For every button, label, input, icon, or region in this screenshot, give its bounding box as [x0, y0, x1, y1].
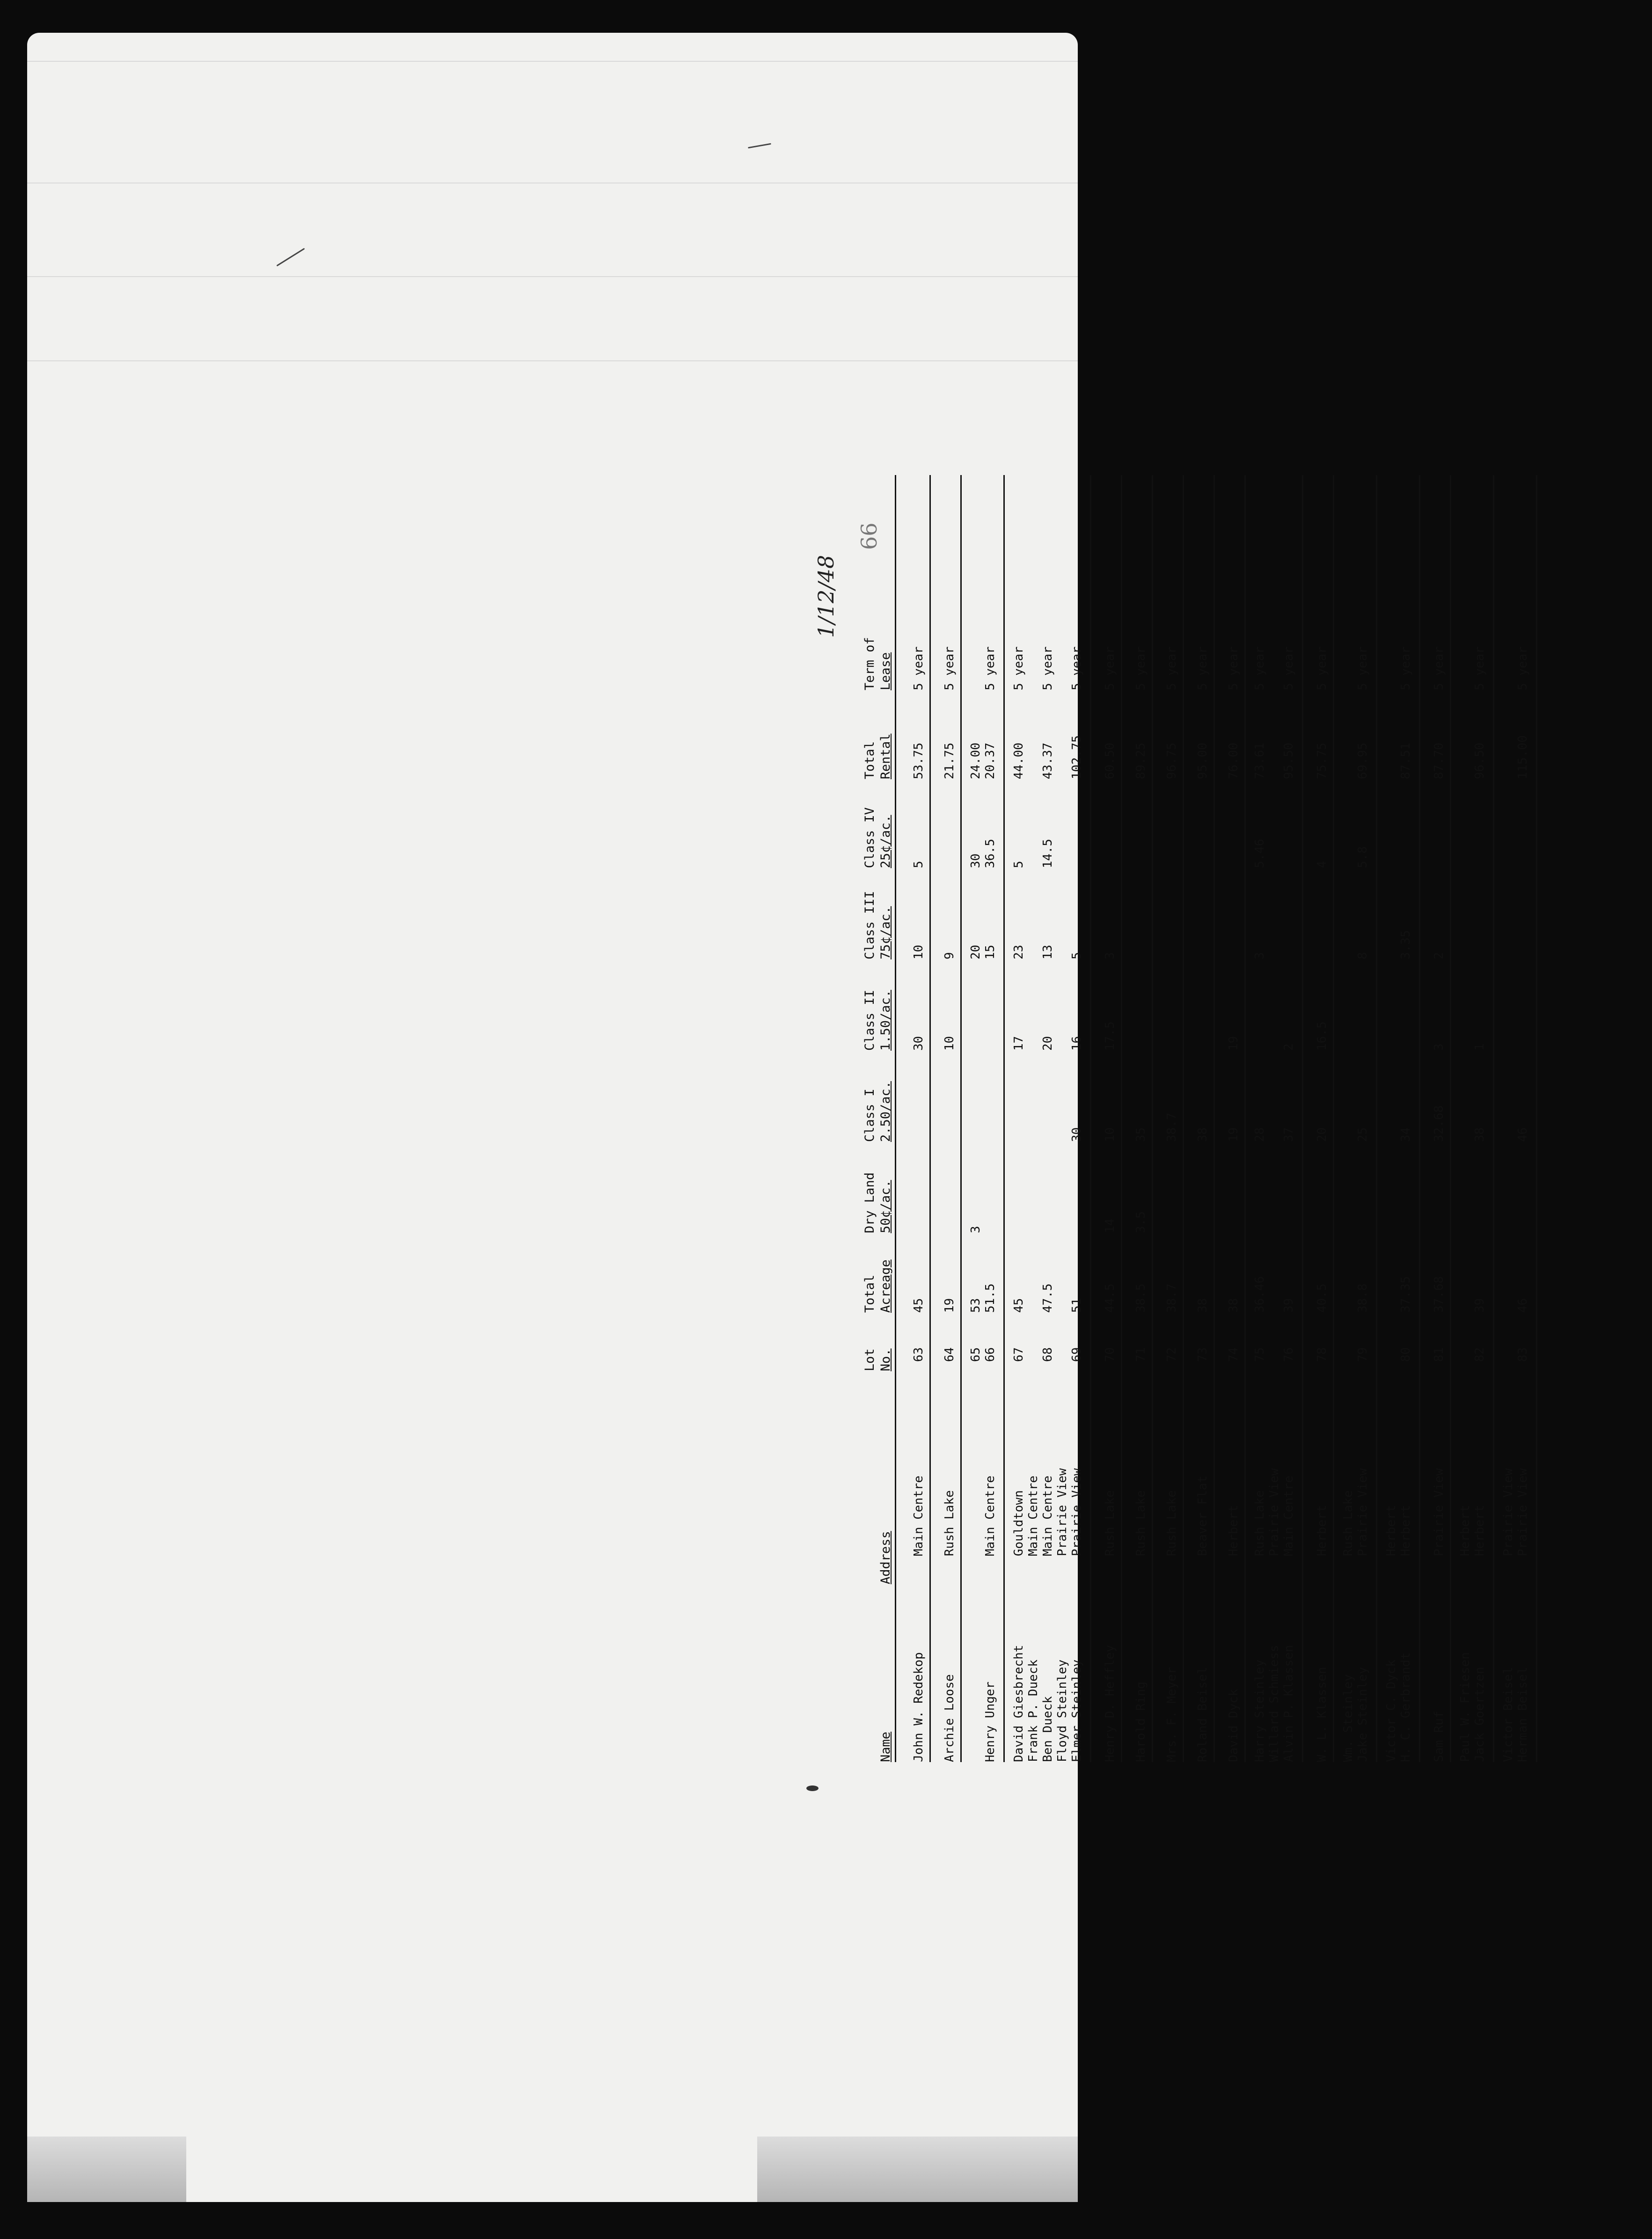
- cell-acreage: 19: [943, 1298, 957, 1313]
- header-text: 2.50/ac.: [878, 1081, 893, 1142]
- cell-term: 5 year: [912, 646, 926, 690]
- row-rule: [929, 475, 931, 1762]
- cell-dry: 14: [1103, 1218, 1117, 1233]
- scratch-mark: [277, 248, 305, 267]
- cell-lot: 63: [912, 1347, 926, 1362]
- cell-c3: 2: [1432, 952, 1446, 959]
- cell-lot: 82: [1473, 1347, 1487, 1362]
- cell-c4: 5.46: [1253, 839, 1267, 868]
- cell-c1: 38.7: [1165, 1112, 1179, 1142]
- cell-acreage: 40.5: [1315, 1283, 1329, 1313]
- cell-name: David Giesbrecht: [1012, 1645, 1026, 1762]
- cell-dry: 3: [969, 1226, 983, 1233]
- cell-rental: 95.50: [1282, 742, 1296, 779]
- cell-c2: 1: [1473, 1043, 1487, 1051]
- cell-acreage: 36.46: [1253, 1276, 1267, 1313]
- cell-acreage: 37.35: [1399, 1276, 1413, 1313]
- cell-c3: 15: [983, 944, 997, 959]
- cell-name: Sam Ruf: [1432, 1711, 1446, 1762]
- cell-lot: 67: [1012, 1347, 1026, 1362]
- cell-address: Herbert: [1315, 1505, 1329, 1556]
- cell-rental: 20.37: [983, 742, 997, 779]
- header-rule: [895, 475, 896, 1762]
- cell-acreage: 53: [969, 1298, 983, 1313]
- header-text: Rental: [878, 733, 893, 779]
- cell-c3: 3: [1103, 952, 1117, 959]
- cell-acreage: 38.5: [1134, 1283, 1148, 1313]
- header-text: Address: [878, 1531, 893, 1584]
- cell-c1: 32.68: [1432, 1105, 1446, 1142]
- cell-acreage: 44.5: [1103, 1283, 1117, 1313]
- cell-c1: 20: [1315, 1127, 1329, 1142]
- cell-name: Jake Steinley: [1356, 1667, 1370, 1762]
- cell-lot: 68: [1041, 1347, 1055, 1362]
- cell-term: 5 year: [1282, 646, 1296, 690]
- cell-c1: 46: [1516, 1127, 1530, 1142]
- cell-lot: 79: [1356, 1347, 1370, 1362]
- row-rule: [1493, 475, 1494, 1762]
- cell-c2: 16.5: [1315, 1021, 1329, 1051]
- cell-c1: 19: [1227, 1127, 1241, 1142]
- cell-lot: 64: [943, 1347, 957, 1362]
- cell-c1: 38: [1473, 1127, 1487, 1142]
- cell-address: Prairie View: [1055, 1468, 1069, 1556]
- cell-address: Rush Lake: [1103, 1490, 1117, 1556]
- header-text: Lease: [878, 652, 893, 690]
- cell-rental: 24.00: [969, 742, 983, 779]
- cell-name: W. L. Klassen: [1315, 1667, 1329, 1762]
- cell-acreage: 38.8: [1356, 1283, 1370, 1313]
- header-text: 25¢/ac.: [878, 815, 893, 868]
- cell-lot: 70: [1103, 1347, 1117, 1362]
- cell-address: Beaver Flat: [1196, 1475, 1210, 1556]
- cell-address: Rush Lake: [943, 1490, 957, 1556]
- cell-c3: 13: [1041, 944, 1055, 959]
- cell-c1: 10: [1103, 1127, 1117, 1142]
- cell-term: 5 year: [1432, 646, 1446, 690]
- cell-acreage: 38: [1227, 1298, 1241, 1313]
- cell-c2: 17.5: [1103, 1021, 1117, 1051]
- cell-address: Main Centre: [983, 1475, 997, 1556]
- cell-c4: 36.5: [983, 839, 997, 868]
- cell-address: Herbert: [1399, 1505, 1413, 1556]
- cell-acreage: 39: [1473, 1298, 1487, 1313]
- cell-rental: 87.70: [1432, 742, 1446, 779]
- cell-rental: 115.00: [1516, 735, 1530, 779]
- cell-rental: 53.75: [912, 742, 926, 779]
- row-rule: [960, 475, 962, 1762]
- cell-address: Main Centre: [1026, 1475, 1040, 1556]
- cell-name: Herman Beisel: [1516, 1667, 1530, 1762]
- row-rule: [1302, 475, 1303, 1762]
- page-number: 66: [856, 522, 882, 550]
- header-text: 50¢/ac.: [878, 1180, 893, 1233]
- cell-rental: 96.50: [1473, 742, 1487, 779]
- cell-term: 5 year: [1070, 646, 1084, 690]
- cell-name: Archie Loose: [943, 1674, 957, 1762]
- cell-c2: 20: [1041, 1036, 1055, 1051]
- cell-rental: 75.75: [1315, 742, 1329, 779]
- cell-lot: 83: [1516, 1347, 1530, 1362]
- cell-c1: 30: [1070, 1127, 1084, 1142]
- cell-term: 5 year: [983, 646, 997, 690]
- cell-name: Mrs. F. Meyer: [1165, 1667, 1179, 1762]
- cell-name: Paul W. Friesen: [1458, 1652, 1472, 1762]
- cell-name: Jack Goertzen: [1473, 1667, 1487, 1762]
- cell-acreage: 37.68: [1432, 1276, 1446, 1313]
- cell-c2: 2: [1282, 1043, 1296, 1051]
- header-text: Total: [863, 741, 877, 779]
- cell-acreage: 38: [1196, 1298, 1210, 1313]
- cell-name: Harold Ring: [1134, 1681, 1148, 1762]
- cell-address: Herbert: [1227, 1505, 1241, 1556]
- row-rule: [1244, 475, 1246, 1762]
- cell-address: Rush Lake: [1165, 1490, 1179, 1556]
- cell-term: 5 year: [1516, 646, 1530, 690]
- cell-acreage: 38.7: [1165, 1283, 1179, 1313]
- cell-address: Prairie View: [1501, 1468, 1515, 1556]
- header-text: Name: [878, 1731, 893, 1762]
- scan-shadow: [27, 2137, 186, 2202]
- cell-term: 5 year: [1356, 646, 1370, 690]
- cell-name: Victor Beisel: [1501, 1667, 1515, 1762]
- cell-address: Rush Lake: [1134, 1490, 1148, 1556]
- cell-rental: 89.25: [1134, 742, 1148, 779]
- cell-name: Wm. Steinley: [1341, 1674, 1355, 1762]
- row-rule: [1536, 475, 1537, 1762]
- row-rule: [1213, 475, 1215, 1762]
- cell-name: Victor C. Dyck: [1384, 1659, 1398, 1762]
- cell-term: 5 year: [1134, 646, 1148, 690]
- header-text: Acreage: [878, 1259, 893, 1313]
- cell-rental: 76.00: [1227, 742, 1241, 779]
- cell-address: Main Centre: [1041, 1475, 1055, 1556]
- cell-c2: 19: [1227, 1036, 1241, 1051]
- cell-c1: 28: [1253, 1127, 1267, 1142]
- cell-address: Gouldtown: [1012, 1490, 1026, 1556]
- cell-c3: 5: [1070, 952, 1084, 959]
- header-text: Total: [863, 1274, 877, 1313]
- cell-address: Prairie View: [1356, 1468, 1370, 1556]
- header-text: Class III: [863, 891, 877, 959]
- cell-c4: 4: [1315, 861, 1329, 868]
- row-rule: [1003, 475, 1005, 1762]
- header-text: Class I: [863, 1089, 877, 1142]
- cell-c1: 37: [1282, 1127, 1296, 1142]
- cell-lot: 72: [1165, 1347, 1179, 1362]
- cell-c1: 34: [1399, 1127, 1413, 1142]
- header-address: [878, 1531, 943, 1584]
- cell-acreage: 51.5: [983, 1283, 997, 1313]
- cell-address: Main Centre: [912, 1475, 926, 1556]
- header-text: Lot: [863, 1348, 877, 1371]
- cell-lot: 75: [1253, 1347, 1267, 1362]
- cell-lot: 80: [1399, 1347, 1413, 1362]
- scan-shadow: [757, 2137, 1078, 2202]
- cell-term: 5 year: [1103, 646, 1117, 690]
- cell-address: Prairie View: [1432, 1468, 1446, 1556]
- cell-term: 5 year: [943, 646, 957, 690]
- row-rule: [1376, 475, 1377, 1762]
- cell-name: Roland Beisel: [1196, 1667, 1210, 1762]
- cell-term: 5 year: [1399, 646, 1413, 690]
- header-name: [878, 1732, 943, 1762]
- cell-c3: 23: [1012, 944, 1026, 959]
- cell-c4: 14.5: [1041, 839, 1055, 868]
- row-rule: [1183, 475, 1184, 1762]
- cell-c2: 17: [1012, 1036, 1026, 1051]
- cell-term: 5 year: [1253, 646, 1267, 690]
- cell-address: Prairie View: [1267, 1468, 1281, 1556]
- cell-lot: 73: [1196, 1347, 1210, 1362]
- lease-table: [813, 475, 1652, 1762]
- cell-lot: 71: [1134, 1347, 1148, 1362]
- cell-acreage: 39: [1282, 1298, 1296, 1313]
- cell-c3: 8: [1356, 952, 1370, 959]
- cell-term: 5 year: [1196, 646, 1210, 690]
- cell-acreage: 47.5: [1041, 1283, 1055, 1313]
- cell-c2: 3: [1432, 1043, 1446, 1051]
- cell-lot: 74: [1227, 1347, 1241, 1362]
- cell-lot: 65: [969, 1347, 983, 1362]
- cell-rental: 69.95: [1356, 742, 1370, 779]
- cell-address: Prairie View: [1070, 1468, 1084, 1556]
- header-text: Dry Land: [863, 1172, 877, 1233]
- header-text: Term of: [863, 637, 877, 690]
- cell-rental: 73.61: [1253, 742, 1267, 779]
- cell-term: 5 year: [1165, 646, 1179, 690]
- cell-acreage: 51: [1070, 1298, 1084, 1313]
- header-text: Class IV: [863, 807, 877, 868]
- cell-rental: 96.75: [1165, 742, 1179, 779]
- cell-c3: 10: [912, 944, 926, 959]
- row-rule: [1333, 475, 1334, 1762]
- row-rule: [1152, 475, 1153, 1762]
- cell-term: 5 year: [1012, 646, 1026, 690]
- cell-lot: 76: [1282, 1347, 1296, 1362]
- header-text: No.: [878, 1348, 893, 1371]
- cell-acreage: 46: [1516, 1298, 1530, 1313]
- cell-address: Rush Lake: [1341, 1490, 1355, 1556]
- cell-rental: 43.37: [1041, 742, 1055, 779]
- cell-term: 5 year: [1041, 646, 1055, 690]
- cell-rental: 44.00: [1012, 742, 1026, 779]
- cell-address: Herbert: [1458, 1505, 1472, 1556]
- cell-address: Main Centre: [1282, 1475, 1296, 1556]
- cell-c2: 10: [943, 1036, 957, 1051]
- row-rule: [1450, 475, 1451, 1762]
- date-annotation: 1/12/48: [813, 555, 839, 638]
- cell-name: Henry Unger: [983, 1681, 997, 1762]
- cell-c3: 3.35: [1399, 930, 1413, 959]
- cell-lot: 69: [1070, 1347, 1084, 1362]
- header-text: 1.50/ac.: [878, 989, 893, 1051]
- cell-name: H. C. Gerbrandt: [1399, 1652, 1413, 1762]
- cell-term: 5 year: [1227, 646, 1241, 690]
- cell-c1: 25: [1356, 1127, 1370, 1142]
- row-rule: [1090, 475, 1091, 1762]
- cell-name: David Dyck: [1227, 1689, 1241, 1762]
- cell-dry: 3.5: [1134, 1211, 1148, 1233]
- cell-rental: 87.51: [1399, 742, 1413, 779]
- cell-c4: 5.8: [1356, 846, 1370, 868]
- cell-c4: 30: [969, 853, 983, 868]
- cell-c4: 5: [912, 861, 926, 868]
- ink-speck: [806, 1785, 819, 1791]
- cell-c2: 16: [1070, 1036, 1084, 1051]
- cell-address: Herbert: [1473, 1505, 1487, 1556]
- cell-name: Ben Dueck: [1041, 1696, 1055, 1762]
- cell-name: Alvin P. Klassen: [1282, 1645, 1296, 1762]
- row-rule: [1419, 475, 1420, 1762]
- cell-c3: 9: [943, 952, 957, 959]
- scratch-mark: [748, 143, 771, 149]
- cell-address: Herbert: [1384, 1505, 1398, 1556]
- cell-name: Henry D. Heffley: [1103, 1645, 1117, 1762]
- cell-acreage: 45: [1012, 1298, 1026, 1313]
- cell-rental: 60.50: [1103, 742, 1117, 779]
- cell-lot: 81: [1432, 1347, 1446, 1362]
- cell-rental: 102.75: [1070, 735, 1084, 779]
- cell-c1: 35: [1134, 1127, 1148, 1142]
- cell-address: Rush Lake: [1253, 1490, 1267, 1556]
- cell-term: 5 year: [1315, 646, 1329, 690]
- cell-term: 5 year: [1473, 646, 1487, 690]
- cell-rental: 21.75: [943, 742, 957, 779]
- cell-name: Floyd Steinley: [1055, 1659, 1069, 1762]
- cell-c1: 38: [1196, 1127, 1210, 1142]
- cell-lot: 78: [1315, 1347, 1329, 1362]
- cell-c3: 3: [1253, 952, 1267, 959]
- cell-c2: 30: [912, 1036, 926, 1051]
- cell-name: Willard Schmiess: [1267, 1645, 1281, 1762]
- cell-c4: 5: [1012, 861, 1026, 868]
- cell-c3: 20: [969, 944, 983, 959]
- cell-name: Frank P. Dueck: [1026, 1659, 1040, 1762]
- cell-name: Harry Steinley: [1253, 1659, 1267, 1762]
- header-text: 75¢/ac.: [878, 906, 893, 959]
- header-text: Class II: [863, 989, 877, 1051]
- cell-address: Prairie View: [1516, 1468, 1530, 1556]
- cell-lot: 66: [983, 1347, 997, 1362]
- cell-acreage: 45: [912, 1298, 926, 1313]
- cell-rental: 95.00: [1196, 742, 1210, 779]
- cell-name: Elmer Steinley: [1070, 1659, 1084, 1762]
- cell-name: John W. Redekop: [912, 1652, 926, 1762]
- row-rule: [1121, 475, 1122, 1762]
